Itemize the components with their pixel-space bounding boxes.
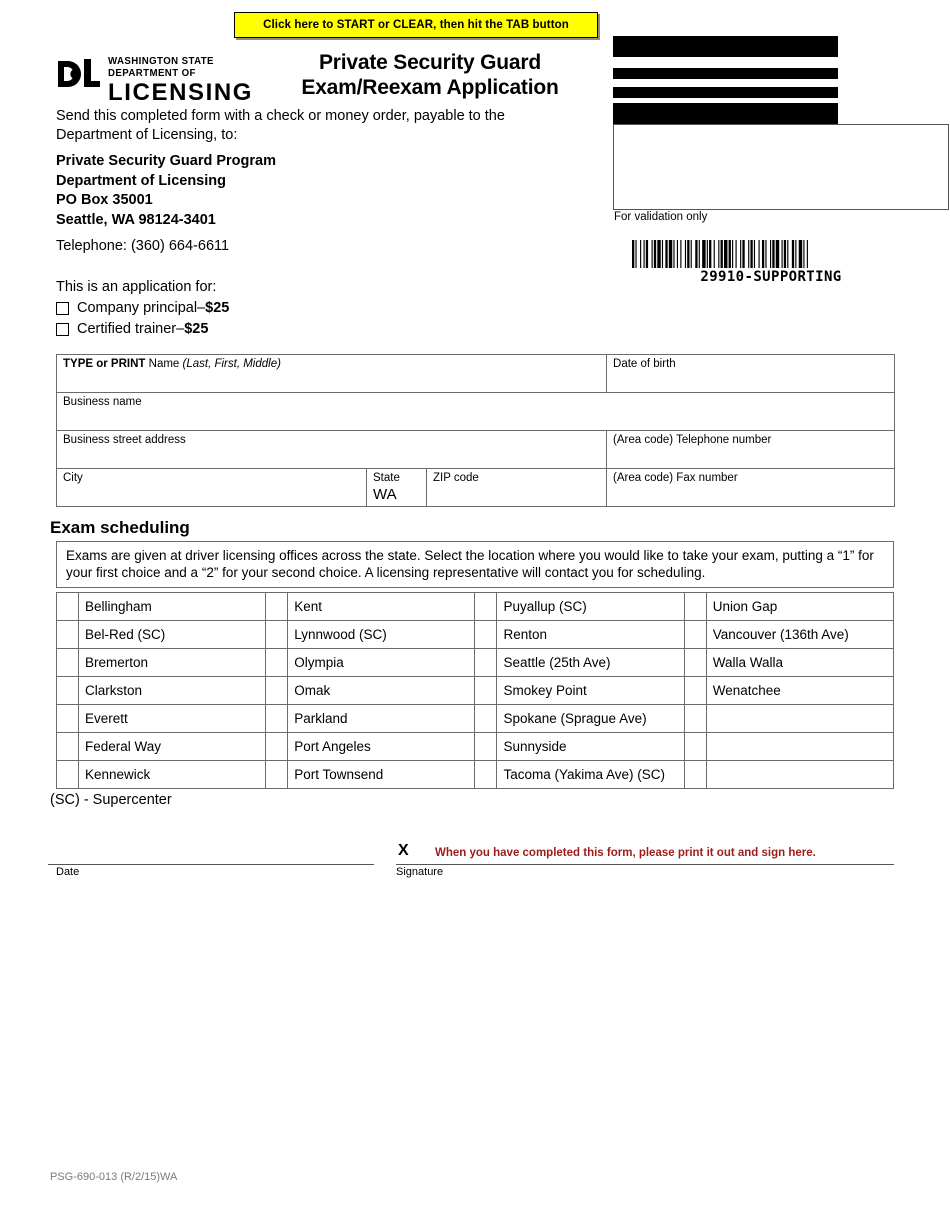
application-option-company-principal-label: Company principal–$25: [77, 300, 230, 316]
field-business-street-address[interactable]: Business street address: [57, 431, 607, 469]
barcode-icon: [632, 240, 910, 268]
application-option-certified-trainer[interactable]: [56, 320, 229, 339]
table-row: [57, 761, 894, 789]
validation-box: [613, 124, 949, 210]
mailing-address-line1: Private Security Guard Program: [56, 153, 276, 169]
location-choice-input[interactable]: [475, 733, 497, 761]
location-label: [706, 761, 893, 789]
page-title-line2: Exam/Reexam Application: [301, 76, 559, 99]
location-choice-input[interactable]: [475, 649, 497, 677]
field-city[interactable]: City: [57, 469, 367, 507]
field-state-value: WA: [373, 486, 397, 503]
location-label: Parkland: [288, 705, 475, 733]
location-choice-input[interactable]: [684, 705, 706, 733]
location-choice-input[interactable]: [57, 733, 79, 761]
field-state[interactable]: State WA: [367, 469, 427, 507]
table-row: [57, 677, 894, 705]
field-zip-code[interactable]: ZIP code: [427, 469, 607, 507]
location-label: Clarkston: [79, 677, 266, 705]
mailing-address-line4: Seattle, WA 98124-3401: [56, 211, 216, 228]
logo-licensing-line: LICENSING: [108, 79, 254, 106]
location-choice-input[interactable]: [475, 705, 497, 733]
location-label: Bel-Red (SC): [79, 621, 266, 649]
table-row-business-name: [57, 393, 895, 431]
redaction-bar-1: [613, 36, 838, 57]
intro-text: Send this completed form with a check or money order, payable to the Department of Licensing, to:: [56, 108, 505, 143]
application-for-block: [56, 278, 229, 339]
location-label: Spokane (Sprague Ave): [497, 705, 684, 733]
location-label: Renton: [497, 621, 684, 649]
location-choice-input[interactable]: [266, 761, 288, 789]
location-label: Wenatchee: [706, 677, 893, 705]
mailing-address-line2: Department of Licensing: [56, 172, 226, 189]
location-label: Sunnyside: [497, 733, 684, 761]
table-row: [57, 705, 894, 733]
table-row: [57, 649, 894, 677]
location-choice-input[interactable]: [266, 621, 288, 649]
logo-agency-line: WASHINGTON STATE DEPARTMENT OF: [108, 55, 214, 79]
location-choice-input[interactable]: [684, 621, 706, 649]
table-row: [57, 733, 894, 761]
applicant-info-table: [56, 354, 895, 507]
location-label: Federal Way: [79, 733, 266, 761]
location-label: Puyallup (SC): [497, 593, 684, 621]
field-telephone-number[interactable]: (Area code) Telephone number: [607, 431, 895, 469]
table-row-name: [57, 355, 895, 393]
location-choice-input[interactable]: [684, 733, 706, 761]
location-label: Kent: [288, 593, 475, 621]
location-choice-input[interactable]: [684, 593, 706, 621]
barcode-text: 29910-SUPPORTING: [700, 269, 842, 285]
redaction-bar-2: [613, 68, 838, 79]
table-row: [57, 621, 894, 649]
location-label: Walla Walla: [706, 649, 893, 677]
field-name[interactable]: TYPE or PRINT Name (Last, First, Middle): [57, 355, 607, 393]
location-label: Vancouver (136th Ave): [706, 621, 893, 649]
location-label: Port Angeles: [288, 733, 475, 761]
location-label: Everett: [79, 705, 266, 733]
location-choice-input[interactable]: [57, 677, 79, 705]
location-choice-input[interactable]: [266, 649, 288, 677]
checkbox-certified-trainer[interactable]: [56, 323, 69, 336]
exam-scheduling-heading: Exam scheduling: [50, 518, 190, 537]
location-label: Kennewick: [79, 761, 266, 789]
location-label: Seattle (25th Ave): [497, 649, 684, 677]
page-title: [280, 50, 580, 100]
application-option-company-principal[interactable]: [56, 299, 229, 318]
location-choice-input[interactable]: [266, 593, 288, 621]
location-choice-input[interactable]: [475, 677, 497, 705]
location-label: Tacoma (Yakima Ave) (SC): [497, 761, 684, 789]
table-row: [57, 593, 894, 621]
field-business-name[interactable]: Business name: [57, 393, 895, 431]
signature-caption: Signature: [396, 866, 444, 878]
mailing-address: [56, 152, 276, 230]
exam-location-grid: [56, 592, 894, 789]
location-choice-input[interactable]: [684, 677, 706, 705]
location-choice-input[interactable]: [266, 677, 288, 705]
location-label: Bremerton: [79, 649, 266, 677]
supercenter-footnote: (SC) - Supercenter: [50, 792, 172, 808]
location-choice-input[interactable]: [684, 649, 706, 677]
location-choice-input[interactable]: [475, 593, 497, 621]
location-label: Union Gap: [706, 593, 893, 621]
date-caption: Date: [56, 866, 80, 878]
location-choice-input[interactable]: [475, 761, 497, 789]
location-label: Smokey Point: [497, 677, 684, 705]
date-signature-line[interactable]: [48, 864, 374, 865]
page-title-line1: Private Security Guard: [318, 51, 542, 74]
mailing-address-line3: PO Box 35001: [56, 192, 153, 208]
location-label: Olympia: [288, 649, 475, 677]
signature-x-mark: X: [398, 842, 409, 859]
form-number-footer: PSG-690-013 (R/2/15)WA: [50, 1171, 178, 1183]
location-choice-input[interactable]: [57, 593, 79, 621]
location-choice-input[interactable]: [57, 649, 79, 677]
redaction-bar-3: [613, 87, 838, 98]
dol-logo: [56, 55, 286, 106]
redaction-bar-4: [613, 103, 838, 124]
signature-notice: When you have completed this form, please print it out and sign here.: [435, 847, 816, 859]
location-label: [706, 705, 893, 733]
field-date-of-birth[interactable]: Date of birth: [607, 355, 895, 393]
location-choice-input[interactable]: [475, 621, 497, 649]
telephone-text: Telephone: (360) 664-6611: [56, 238, 230, 254]
location-label: Omak: [288, 677, 475, 705]
checkbox-company-principal[interactable]: [56, 302, 69, 315]
location-label: Port Townsend: [288, 761, 475, 789]
location-label: Bellingham: [79, 593, 266, 621]
table-row-business-street: [57, 431, 895, 469]
application-for-heading: This is an application for:: [56, 279, 217, 295]
validation-caption: For validation only: [614, 211, 708, 223]
exam-scheduling-instructions: Exams are given at driver licensing offices across the state. Select the location where you would like to take your exam, putting a “1” for your first choice and a “2” for your second choice. A licensing representative will contact you for scheduling.: [56, 541, 894, 588]
location-label: [706, 733, 893, 761]
location-choice-input[interactable]: [57, 621, 79, 649]
location-choice-input[interactable]: [57, 705, 79, 733]
location-label: Lynnwood (SC): [288, 621, 475, 649]
location-choice-input[interactable]: [57, 761, 79, 789]
dol-logo-mark-icon: [56, 57, 102, 91]
location-choice-input[interactable]: [266, 733, 288, 761]
signature-line[interactable]: [396, 864, 894, 865]
field-fax-number[interactable]: (Area code) Fax number: [607, 469, 895, 507]
start-clear-button[interactable]: Click here to START or CLEAR, then hit the TAB button: [234, 12, 598, 38]
barcode-block: [632, 240, 910, 285]
location-choice-input[interactable]: [684, 761, 706, 789]
application-option-certified-trainer-label: Certified trainer–$25: [77, 321, 209, 337]
location-choice-input[interactable]: [266, 705, 288, 733]
table-row-city-state-zip: [57, 469, 895, 507]
